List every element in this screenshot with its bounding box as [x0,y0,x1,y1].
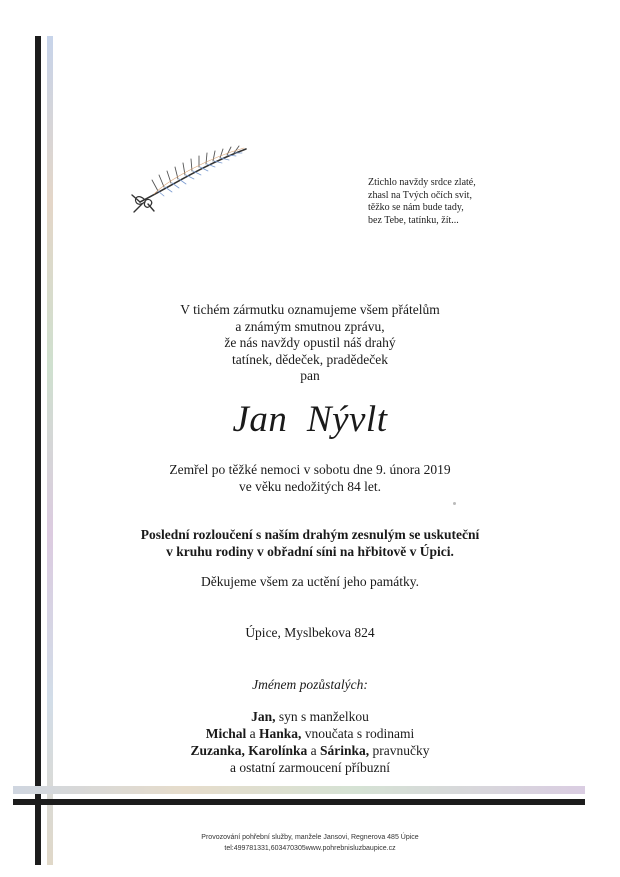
on-behalf-heading: Jménem pozůstalých: [252,677,368,692]
family-line [60,708,560,725]
family-name: Michal [205,726,247,741]
intro-line: pan [300,368,320,383]
family-line [60,759,560,776]
farewell-notice [60,526,560,560]
funeral-service-footer [60,832,560,854]
intro-line: V tichém zármutku oznamujeme všem přátelům [180,302,440,317]
announcement-intro [60,302,560,385]
family-line [60,725,560,742]
family-conjunction: a [307,743,321,758]
left-border-light-line [47,36,53,865]
speck [453,502,456,505]
intro-line: a známým smutnou zprávu, [235,318,385,334]
footer-line: Provozování pohřební služby, manžele Jansovi, Regnerova 485 Úpice [201,834,419,841]
poem-line: bez Tebe, tatínku, žít... [368,214,459,226]
family-conjunction: a [246,726,259,741]
left-border-dark-line [35,36,41,865]
death-line: Zemřel po těžké nemoci v sobotu dne 9. února 2019 [169,462,451,477]
intro-line: že nás navždy opustil náš drahý [224,335,396,350]
deceased-name: Jan Nývlt [232,399,388,440]
family-list [60,708,560,776]
family-relation: syn s manželkou [275,709,369,724]
poem-line: těžko se nám bude tady, [368,202,464,213]
death-line: ve věku nedožitých 84 let. [238,478,382,494]
bottom-border-light-line [13,786,585,794]
address-line: Úpice, Myslbekova 824 [245,625,375,640]
palm-branch-icon [128,140,253,215]
family-relation: a ostatní zarmoucení příbuzní [229,760,391,775]
farewell-line: Poslední rozloučení s naším drahým zesnulým se uskuteční [140,527,480,542]
thanks-line: Děkujeme všem za uctění jeho památky. [200,574,420,589]
poem-line: zhasl na Tvých očích svit, [368,189,472,201]
farewell-line: v kruhu rodiny v obřadní síni na hřbitově v Úpici. [166,544,454,559]
intro-line: tatínek, dědeček, pradědeček [232,351,388,367]
family-name: Hanka, [258,726,302,741]
death-details [60,462,560,495]
bottom-border-dark-line [13,799,585,805]
footer-contact: tel:499781331,603470305www.pohrebnisluzbaupice.cz [224,845,396,852]
family-name: Sárinka, [320,743,370,758]
memorial-poem [368,177,476,227]
poem-line: Ztichlo navždy srdce zlaté, [368,177,476,188]
family-relation: pravnučky [369,743,430,758]
family-line [60,742,560,759]
family-name: Jan, [251,709,276,724]
family-name: Zuzanka, Karolínka [190,743,308,758]
family-relation: vnoučata s rodinami [301,726,415,741]
